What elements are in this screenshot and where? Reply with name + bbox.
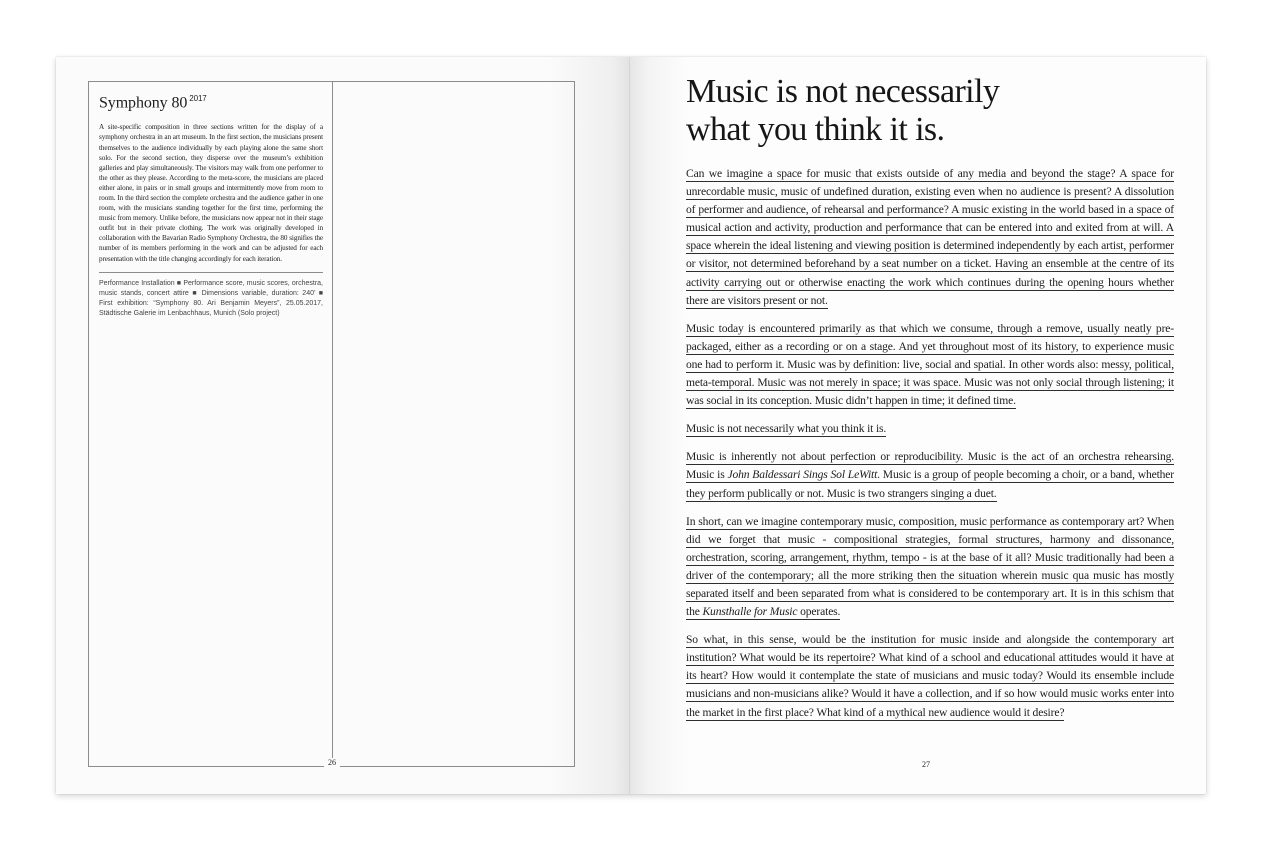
right-page [630,57,1206,794]
paragraph-6-text: So what, in this sense, would be the institution for music inside and alongside the contemporary art institution? What would be its repertoire? What kind of a school and educational attitudes would it have at its heart? How would it contemplate the state of musicians and music today? Would its ensemble include musicians and non-musicians alike? Would it have a collection, and if so how would music works enter into the market in the first place? What kind of a mythical new audience would it desire? [686,633,1174,719]
work-description: A site-specific composition in three sections written for the display of a symphony orchestra in an art museum. In the first section, the musicians present themselves to the audience individually by each playing alone the same short solo. For the second section, they disperse over the museum’s exhibition galleries and play simultaneously. The visitors may walk from one performer to the other as they please. According to the meta-score, the musicians are placed either alone, in pairs or in small groups and intermittently move from room to room. In the third section the complete orchestra and the audience gather in one room, with the musicians standing together for the first time, performing the music from memory. Unlike before, the musicians now appear not in their stage outfit but in their private clothing. The work was originally developed in collaboration with the Bavarian Radio Symphony Orchestra, the 80 signifies the number of its members performing in the work and can be adjusted for each presentation with the title changing accordingly for each iteration. [99,123,323,263]
paragraph-4-part-a: Music is inherently not about perfection or reproducibility. Music is the act of an orchestra rehearsing. Music is [686,450,1174,482]
paragraph-4 [686,448,1174,502]
paragraph-5-part-a: In short, can we imagine contemporary music, composition, music performance as contemporary art? When did we forget that music - compositional strategies, formal structures, harmony and dissonance, orchestration, scoring, arrangement, rhythm, tempo - is at the base of it all? Music traditionally had been a driver of the contemporary; all the more striking then the situation wherein music qua music has mostly separated itself and been separated from what is considered to be contemporary art. It is in this schism that the [686,514,1174,619]
page-number-right: 27 [922,760,930,769]
paragraph-1 [686,165,1174,310]
paragraph-4-part-b: . Music is a group of people becoming a choir, or a band, whether they perform publically or not. Music is two strangers singing a duet. [686,468,1175,500]
work-info-column [99,92,323,319]
frame-column-divider [332,82,333,766]
paragraph-2-text: Music today is encountered primarily as that which we consume, through a remove, usually neatly pre-packaged, either as a recording or on a stage. And yet throughout most of its history, to experience music one had to perform it. Music was by definition: live, social and spatial. In other words also: messy, political, meta-temporal. Music was not merely in space; it was space. Music was not only social through listening; it was social in its conception. Music didn’t happen in time; it defined time. [686,321,1174,408]
book-spread [56,57,1206,794]
headline-line-1: Music is not necessarily [686,73,1000,110]
page-number-left: 26 [324,758,340,767]
work-year: 2017 [189,94,207,103]
left-page [56,57,630,794]
divider [99,272,323,273]
paragraph-5 [686,513,1174,622]
work-info-frame [88,81,575,767]
artwork-title-italic: John Baldessari Sings Sol LeWitt [727,468,878,482]
paragraph-3 [686,420,1174,438]
work-title-text: Symphony 80 [99,94,188,112]
paragraph-4-text [686,450,1174,501]
headline-line-2: what you think it is. [686,111,945,148]
paragraph-2 [686,320,1174,410]
institution-name-italic: Kunsthalle for Music [702,605,798,619]
paragraph-6 [686,631,1174,721]
paragraph-5-part-b: operates. [797,605,841,619]
paragraph-5-text [686,515,1174,620]
paragraph-1-text: Can we imagine a space for music that exists outside of any media and beyond the stage? A space for unrecordable music, music of undefined duration, existing even when no audience is present? A dissolution of performer and audience, of rehearsal and performance? A music existing in the world based in a space of musical action and activity, production and performance that can be entered into and exited from at will. A space wherein the ideal listening and viewing position is determined independently by each artist, performer or visitor, not determined beforehand by a seat number on a ticket. Having an ensemble at the centre of its activity carrying out or otherwise enacting the work which continues during the opening hours whether there are visitors present or not. [686,167,1174,307]
page-headline [686,73,1156,149]
essay-body [686,165,1174,732]
work-title [99,92,323,112]
work-metadata: Performance Installation ■ Performance score, music scores, orchestra, music stands, concert attire ■ Dimensions variable, duration: 240’ ■ First exhibition: “Symphony 80. Ari Benjamin Meyers”, 25.05.2017, Städtische Galerie im Lenbachhaus, Munich (Solo project) [99,279,323,317]
paragraph-3-text: Music is not necessarily what you think it is. [686,422,887,436]
